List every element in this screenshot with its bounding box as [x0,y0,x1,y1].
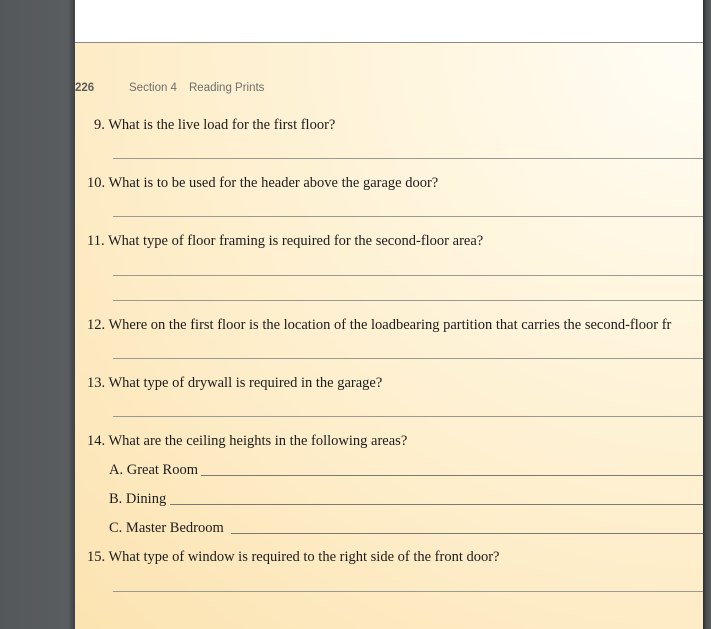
sub-item-a [109,461,198,479]
question-number: 10. [87,175,106,191]
sub-item-c [109,519,224,537]
question-text: What type of drywall is required in the garage? [108,375,383,391]
viewer-right-gutter [703,0,711,629]
question-12 [87,316,671,334]
answer-line [113,591,703,592]
question-14 [87,432,407,450]
sub-item-text: Great Room [126,462,199,478]
question-text: What type of window is required to the right side of the front door? [108,549,500,565]
question-text: Where on the first floor is the location of the loadbearing partition that carries the second-floor fr [108,317,672,333]
answer-line [113,300,703,301]
viewer-left-gutter [0,0,75,629]
question-text: What is the live load for the first floor? [108,117,336,133]
question-text: What is to be used for the header above the garage door? [108,175,439,191]
question-11 [87,232,483,250]
question-text: What are the ceiling heights in the following areas? [108,433,408,449]
question-number: 14. [87,433,106,449]
section-label: Section 4 [129,82,177,94]
answer-line [113,416,703,417]
question-number: 9. [94,117,105,133]
question-number: 12. [87,317,106,333]
answer-line [113,216,703,217]
question-15 [87,548,500,566]
question-number: 11. [87,233,105,249]
question-9 [94,116,335,134]
sub-item-b [109,490,166,508]
question-text: What type of floor framing is required for the second-floor area? [107,233,484,249]
answer-line [113,358,703,359]
document-page [75,0,703,629]
sub-item-text: Dining [125,491,167,507]
sub-item-letter: C. [109,520,123,536]
answer-line [231,533,703,534]
sub-item-letter: B. [109,491,123,507]
sub-item-letter: A. [109,462,124,478]
question-number: 13. [87,375,106,391]
question-number: 15. [87,549,106,565]
question-10 [87,174,438,192]
answer-line [201,475,703,476]
answer-line [113,158,703,159]
answer-line [170,504,703,505]
section-title: Reading Prints [189,82,265,94]
question-13 [87,374,382,392]
previous-page-bottom [75,0,703,43]
sub-item-text: Master Bedroom [125,520,224,536]
page-number: 226 [75,82,95,94]
answer-line [113,275,703,276]
